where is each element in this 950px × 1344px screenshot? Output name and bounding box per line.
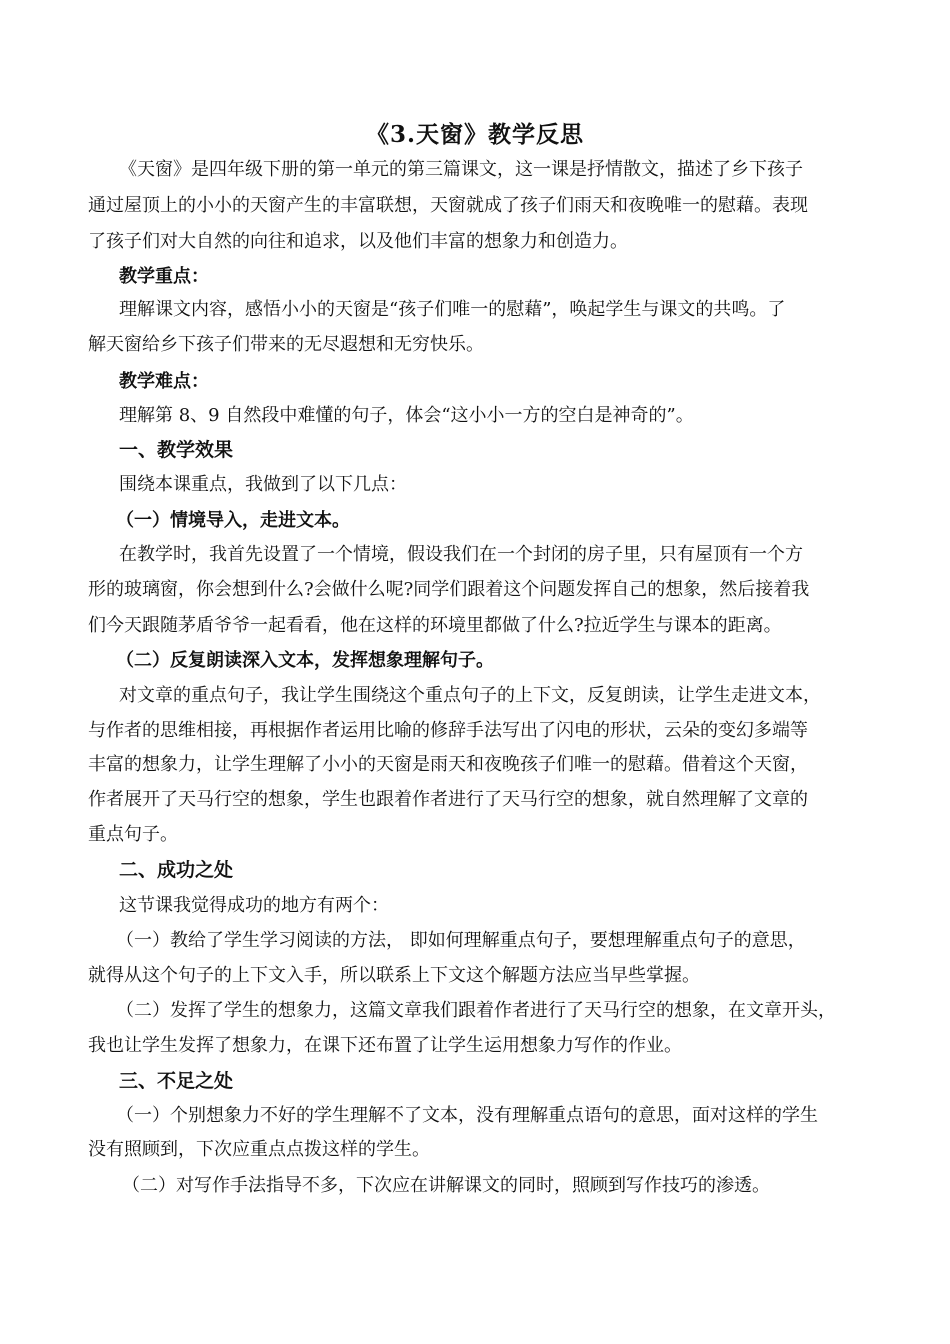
paragraph-line: 们今天跟随茅盾爷爷一起看看，他在这样的环境里都做了什么?拉近学生与课本的距离。 <box>88 615 782 636</box>
subsection-heading: （二）反复朗读深入文本，发挥想象理解句子。 <box>116 650 494 671</box>
intro-line: 了孩子们对大自然的向往和追求，以及他们丰富的想象力和创造力。 <box>88 231 628 252</box>
page-title: 《3.天窗》教学反思 <box>365 121 584 148</box>
paragraph-line: 就得从这个句子的上下文入手，所以联系上下文这个解题方法应当早些掌握。 <box>88 965 700 986</box>
section-lead: 围绕本课重点，我做到了以下几点： <box>119 474 407 495</box>
intro-line: 通过屋顶上的小小的天窗产生的丰富联想，天窗就成了孩子们雨天和夜晚唯一的慰藉。表现 <box>88 195 808 216</box>
difficulty-line: 理解第 8、9 自然段中难懂的句子，体会“这小小一方的空白是神奇的”。 <box>119 405 694 426</box>
paragraph-line: 在教学时，我首先设置了一个情境，假设我们在一个封闭的房子里，只有屋顶有一个方 <box>119 544 803 565</box>
paragraph-line: 重点句子。 <box>88 824 178 845</box>
paragraph-line: 我也让学生发挥了想象力，在课下还布置了让学生运用想象力写作的作业。 <box>88 1035 682 1056</box>
intro-line: 《天窗》是四年级下册的第一单元的第三篇课文，这一课是抒情散文，描述了乡下孩子 <box>119 159 803 180</box>
difficulty-heading: 教学难点： <box>119 371 209 392</box>
paragraph-line: 形的玻璃窗，你会想到什么?会做什么呢?同学们跟着这个问题发挥自己的想象，然后接着我 <box>88 579 810 600</box>
paragraph-line: （一）教给了学生学习阅读的方法， 即如何理解重点句子，要想理解重点句子的意思， <box>116 930 806 951</box>
paragraph-line: 作者展开了天马行空的想象，学生也跟着作者进行了天马行空的想象，就自然理解了文章的 <box>88 789 808 810</box>
focus-line: 解天窗给乡下孩子们带来的无尽遐想和无穷快乐。 <box>88 334 484 355</box>
subsection-heading: （一）情境导入，走进文本。 <box>116 510 350 531</box>
section-heading: 一、教学效果 <box>119 439 234 461</box>
focus-heading: 教学重点： <box>119 266 209 287</box>
paragraph-line: 对文章的重点句子，我让学生围绕这个重点句子的上下文，反复朗读，让学生走进文本， <box>119 685 821 706</box>
paragraph-line: 丰富的想象力，让学生理解了小小的天窗是雨天和夜晚孩子们唯一的慰藉。借着这个天窗， <box>88 754 808 775</box>
paragraph-line: （二）对写作手法指导不多，下次应在讲解课文的同时，照顾到写作技巧的渗透。 <box>122 1175 770 1196</box>
section-lead: 这节课我觉得成功的地方有两个： <box>119 895 389 916</box>
paragraph-line: 与作者的思维相接，再根据作者运用比喻的修辞手法写出了闪电的形状，云朵的变幻多端等 <box>88 720 808 741</box>
paragraph-line: 没有照顾到，下次应重点点拨这样的学生。 <box>88 1139 430 1160</box>
paragraph-line: （一）个别想象力不好的学生理解不了文本，没有理解重点语句的意思，面对这样的学生 <box>116 1105 818 1126</box>
section-heading: 三、不足之处 <box>119 1070 234 1092</box>
paragraph-line: （二）发挥了学生的想象力，这篇文章我们跟着作者进行了天马行空的想象，在文章开头， <box>116 1000 836 1021</box>
section-heading: 二、成功之处 <box>119 859 234 881</box>
focus-line: 理解课文内容，感悟小小的天窗是“孩子们唯一的慰藉”，唤起学生与课文的共鸣。了 <box>119 299 786 320</box>
